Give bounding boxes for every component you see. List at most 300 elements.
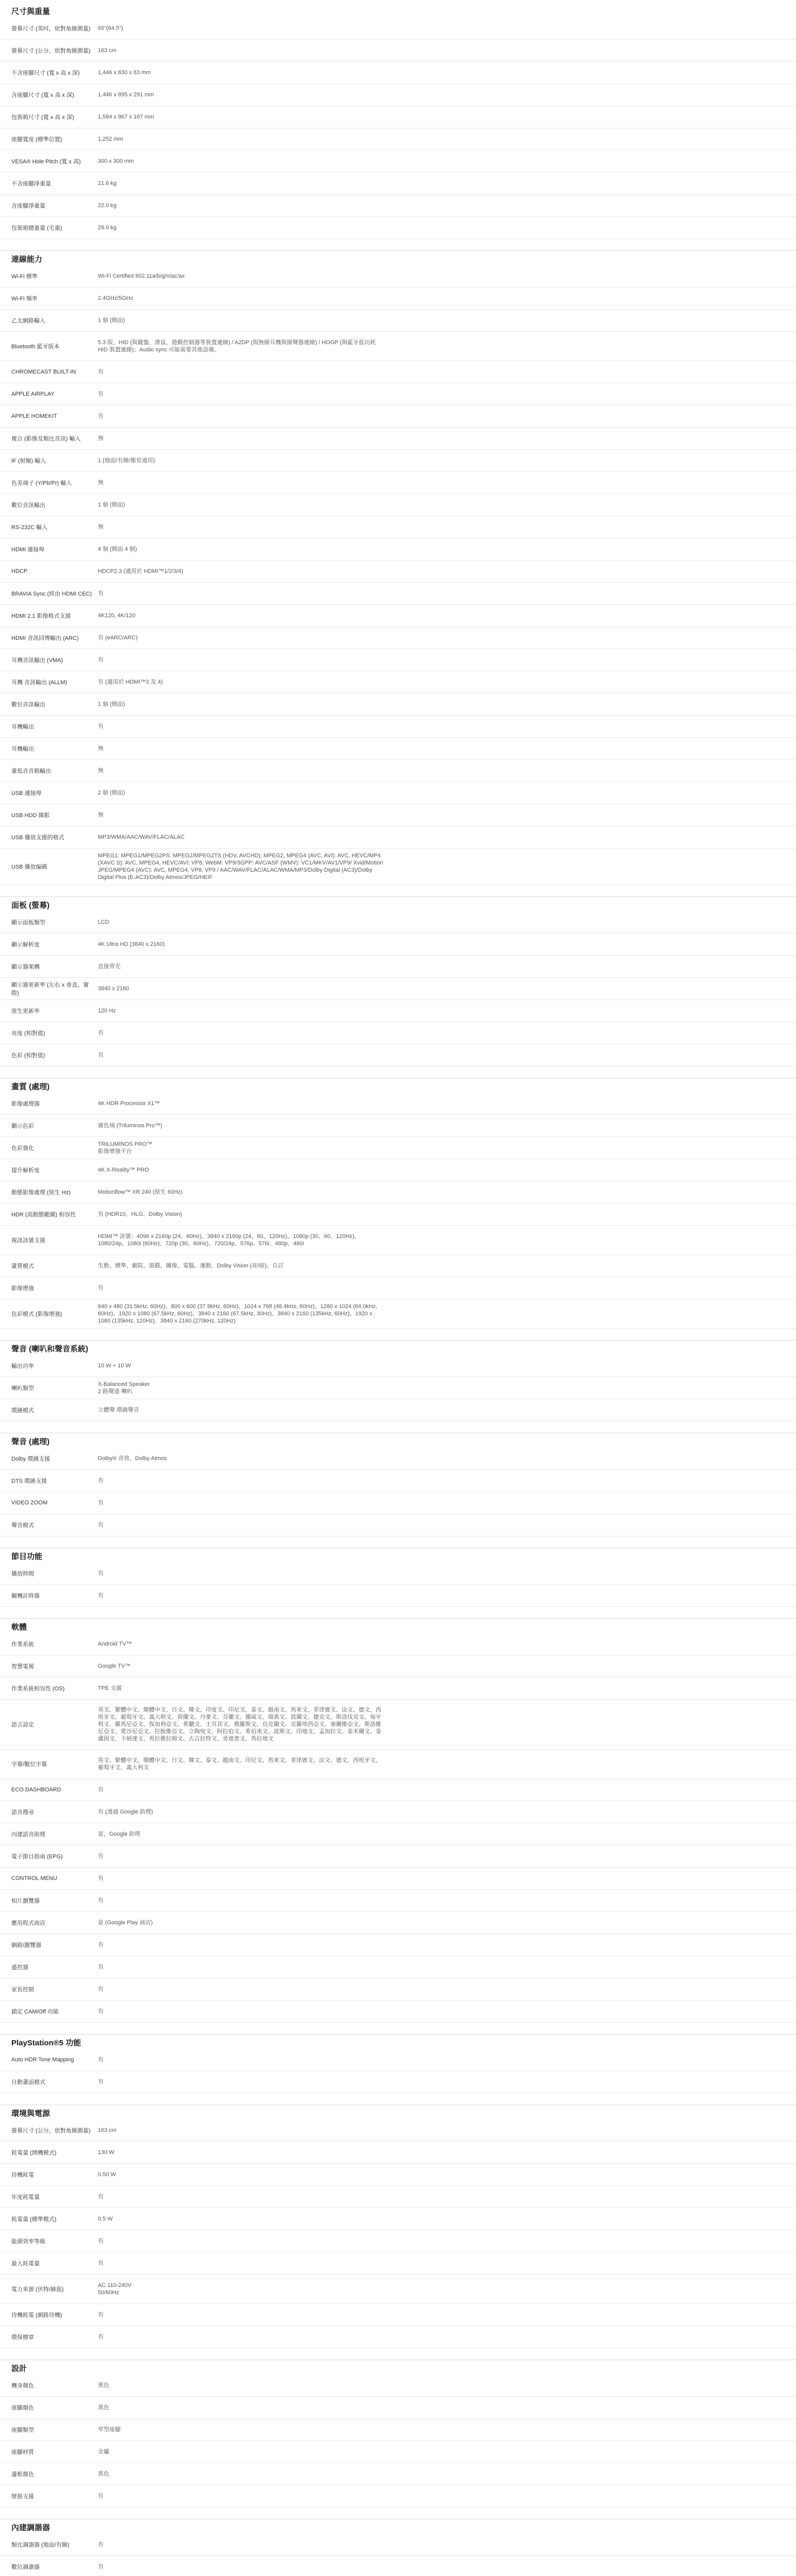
spec-label: USB HDD 錄影 (11, 812, 50, 819)
spec-row (0, 2230, 796, 2252)
spec-label: 字幕/數位字幕 (11, 1761, 47, 1768)
spec-row (0, 538, 796, 561)
spec-label: 輸出功率 (11, 1363, 34, 1369)
spec-label: 作業系統相容性 (OS) (11, 1686, 65, 1692)
spec-label: 螢幕尺寸 (公分，依對角線測量) (11, 48, 91, 54)
spec-value: 1 (地面/有線/衛星通用) (98, 457, 155, 464)
spec-label: 語言設定 (11, 1722, 34, 1728)
spec-value: 2.4GHz/5GHz (98, 295, 133, 301)
spec-row (0, 405, 796, 428)
section-title: 環境與電源 (0, 2105, 796, 2120)
spec-label: 座腳寬度 (標準位置) (11, 137, 62, 143)
spec-row (0, 2208, 796, 2230)
spec-value: 有 (98, 1522, 104, 1528)
spec-row (0, 978, 796, 1000)
spec-row (0, 1181, 796, 1204)
spec-label: HDCP (11, 568, 28, 574)
spec-row (0, 804, 796, 826)
spec-value: 無 (98, 480, 104, 486)
spec-label: 重低音音箱輸出 (11, 768, 51, 774)
spec-value: 黑色 (98, 2471, 109, 2477)
spec-value: 黑色 (98, 2382, 109, 2388)
spec-row (0, 760, 796, 782)
spec-section (0, 2105, 796, 2348)
spec-value: 有 (98, 391, 104, 397)
spec-value: LCD (98, 919, 110, 925)
spec-value: 有 (98, 2334, 104, 2340)
spec-label: 電子節目指南 (EPG) (11, 1854, 63, 1860)
spec-value: 有 (98, 1570, 104, 1577)
spec-value: 有 (98, 723, 104, 730)
spec-row (0, 1514, 796, 1536)
spec-value: 是，Google 助理 (98, 1831, 141, 1837)
spec-value: 130 W (98, 2149, 114, 2156)
spec-value: 有 (98, 1478, 104, 1484)
spec-label: 不含座腳淨重量 (11, 181, 51, 187)
spec-row (0, 2049, 796, 2071)
spec-value: 有 (透過 Google 助理) (98, 1809, 153, 1815)
spec-row (0, 40, 796, 62)
spec-section (0, 3, 796, 239)
spec-value: AC 110-240V 50/60Hz (98, 2282, 132, 2296)
spec-value: 有 (98, 2079, 104, 2085)
spec-value: 有 (98, 1030, 104, 1036)
spec-row (0, 1159, 796, 1181)
spec-section (0, 1433, 796, 1536)
spec-value: 22.0 kg (98, 202, 117, 209)
spec-row (0, 1448, 796, 1470)
spec-label: 耗電量 (標準模式) (11, 2216, 57, 2223)
spec-value: 有 (98, 369, 104, 375)
spec-value: 300 x 300 mm (98, 158, 134, 164)
spec-row (0, 2419, 796, 2441)
spec-label: 耗電量 (開機模式) (11, 2150, 57, 2156)
spec-row (0, 1093, 796, 1115)
section-title: 面板 (螢幕) (0, 896, 796, 911)
spec-label: 電力來源 (伏特/赫茲) (11, 2286, 64, 2293)
spec-value: 有 (98, 1853, 104, 1859)
spec-label: IF (射頻) 輸入 (11, 458, 46, 464)
spec-row (0, 1399, 796, 1421)
spec-value: 21.6 kg (98, 180, 117, 187)
spec-row (0, 671, 796, 693)
spec-row (0, 195, 796, 217)
spec-label: 作業系統 (11, 1641, 34, 1648)
spec-row (0, 1823, 796, 1845)
spec-row (0, 2485, 796, 2507)
spec-label: 含座腳淨重量 (11, 203, 45, 209)
spec-row (0, 1255, 796, 1277)
spec-row (0, 2071, 796, 2093)
section-title: 聲音 (喇叭和聲音系統) (0, 1340, 796, 1355)
spec-row (0, 1868, 796, 1890)
spec-row (0, 2001, 796, 2023)
spec-label: DTS 環繞支援 (11, 1478, 47, 1484)
spec-value: 1 個 (側面) (98, 701, 125, 707)
spec-row (0, 2375, 796, 2397)
spec-value: 直接背光 (98, 963, 121, 970)
spec-section (0, 2360, 796, 2507)
spec-label: 色彩 (相對值) (11, 1053, 45, 1059)
spec-label: APPLE AIRPLAY (11, 391, 55, 397)
spec-value: 有 (98, 657, 104, 663)
spec-value: 生動、標準、劇院、遊戲、圖像、電腦、運動、Dolby Vision (亮/暗)、自訂 (98, 1263, 284, 1269)
spec-value: 1,584 x 967 x 167 mm (98, 114, 154, 120)
spec-row (0, 1956, 796, 1978)
spec-label: HDMI 音訊回傳輸出 (ARC) (11, 635, 79, 641)
spec-label: 最大耗電量 (11, 2261, 40, 2267)
spec-row (0, 911, 796, 934)
spec-value: 640 x 480 (31.5kHz, 60Hz)、800 x 600 (37.9kHz, 60Hz)、1024 x 768 (48.4kHz, 60Hz)、1280 x 1024 (64.0kHz, 60Hz)、1920 x 1080 (67.5kHz, 60Hz)、3840 x 2160 (67.5kHz, 30Hz)、3840 x 2160 (135kHz, 60Hz)、1920 x 1080 (135kHz, 120Hz)、3840 x 2160 (270kHz, 120Hz) (98, 1303, 378, 1324)
spec-label: 畫質模式 (11, 1263, 34, 1269)
spec-label: 乙太網路輸入 (11, 318, 45, 324)
spec-row (0, 516, 796, 538)
spec-value: 有 (98, 1592, 104, 1599)
spec-row (0, 1492, 796, 1514)
spec-value: 有 (98, 2194, 104, 2200)
spec-label: 數位音訊輸出 (11, 502, 45, 509)
spec-row (0, 2556, 796, 2576)
spec-row (0, 1700, 796, 1750)
spec-label: CHROMECAST BUILT-IN (11, 369, 76, 375)
spec-label: 耳機輸出 (11, 746, 34, 752)
spec-value: 英文、繁體中文、簡體中文、日文、韓文、泰文、越南文、印尼文、馬來文、菲律賓文、法文、德文、西班牙文、葡萄牙文、義大利文 (98, 1757, 381, 1771)
spec-row (0, 1470, 796, 1492)
spec-label: 複合 (影像及類比音訊) 輸入 (11, 436, 81, 442)
spec-value: 1,446 x 830 x 63 mm (98, 70, 151, 76)
spec-label: 視訊訊號支援 (11, 1238, 45, 1244)
spec-label: 鎖定 CAM/Off 功能 (11, 2009, 59, 2015)
spec-row (0, 826, 796, 849)
spec-row (0, 128, 796, 150)
spec-label: Dolby 環繞支援 (11, 1456, 50, 1462)
spec-row (0, 561, 796, 583)
spec-value: 4 個 (側面 4 個) (98, 546, 137, 552)
spec-label: 色彩強化 (11, 1145, 34, 1151)
spec-label: Wi-Fi 標準 (11, 274, 38, 280)
spec-label: USB 播放支援的格式 (11, 835, 64, 841)
spec-section (0, 1078, 796, 1329)
spec-row (0, 1137, 796, 1159)
spec-row (0, 627, 796, 649)
spec-row (0, 84, 796, 106)
spec-label: 座腳顏色 (11, 2405, 34, 2411)
spec-row (0, 2326, 796, 2348)
section-title: PlayStation®5 功能 (0, 2034, 796, 2049)
spec-value: 4K HDR Processor X1™ (98, 1100, 160, 1107)
spec-label: APPLE HOMEKIT (11, 413, 57, 419)
spec-value: HDMI™ 訊號：4096 x 2160p (24、60Hz)、3840 x 2160p (24、60、120Hz)、1080p (30、60、120Hz)、1080/24p、1080i (60Hz)、720p (30、60Hz)、720/24p、576p、576i、480p、480i (98, 1233, 360, 1247)
spec-label: 聲音模式 (11, 1522, 34, 1529)
spec-row (0, 18, 796, 40)
spec-value: MPEG1: MPEG1/MPEG2PS: MPEG2/MPEG2TS (HDV, AVCHD): MPEG2, MPEG4 (AVC, AVI): AVC, HEVC/MP4 (XAVC S): AVC, MPEG4, HEVC/AVI: VP8, WebM: VP9/3GPP: AVC/ASF (WMV): VC1/MKV/AV1/VP9/ Xvid/Motion JPEG/MPEG4 (AVC): AVC, MPEG4, VP8, VP9 / AAC/WAV/FLAC/ALAC/WMA/MP3/Dolby Digital (AC3)/Dolby Digital Plus (E-AC3)/Dolby Atmos/JPEG/HEIF (98, 853, 383, 880)
spec-value: 無 (98, 524, 104, 530)
spec-row (0, 361, 796, 383)
spec-value: 有 (適用於 HDMI™3 及 4) (98, 679, 163, 685)
spec-row (0, 583, 796, 605)
spec-label: HDMI 2.1 影像格式支援 (11, 613, 71, 619)
spec-value: 有 (98, 2057, 104, 2063)
spec-label: 動態影像處理 (原生 Hz) (11, 1190, 71, 1196)
spec-row (0, 1355, 796, 1377)
spec-section (0, 2034, 796, 2093)
spec-value: 4K X-Reality™ PRO (98, 1167, 149, 1173)
spec-value: 0.50 W (98, 2172, 116, 2178)
spec-row (0, 2275, 796, 2304)
spec-value: 有 (98, 2260, 104, 2266)
spec-label: 語音搜尋 (11, 1809, 34, 1816)
spec-row (0, 693, 796, 716)
spec-value: Dolby® 音效、Dolby Atmos (98, 1455, 167, 1462)
spec-value: 有 (98, 2541, 104, 2548)
spec-row (0, 106, 796, 128)
spec-value: 1 個 (側面) (98, 317, 125, 324)
spec-row (0, 1934, 796, 1956)
spec-value: TRILUMINOS PRO™ 影像增強平台 (98, 1141, 153, 1155)
spec-value: 有 (98, 1942, 104, 1948)
spec-row (0, 2441, 796, 2463)
spec-label: 影像處理器 (11, 1101, 40, 1107)
spec-value: TPE 支援 (98, 1685, 122, 1691)
spec-label: Bluetooth 藍牙版本 (11, 344, 60, 350)
spec-row (0, 649, 796, 671)
spec-row (0, 1585, 796, 1607)
spec-value: 無 (98, 745, 104, 752)
spec-label: HDR (高動態範圍) 相容性 (11, 1212, 76, 1218)
spec-label: 耳機音訊輸出 (VMA) (11, 657, 63, 664)
spec-row (0, 1563, 796, 1585)
spec-row (0, 956, 796, 978)
spec-row (0, 2463, 796, 2485)
spec-row (0, 1000, 796, 1022)
spec-value: 廣色域 (Triluminos Pro™) (98, 1123, 162, 1129)
spec-label: 環繞模式 (11, 1408, 34, 1414)
spec-label: 顯示面板類型 (11, 920, 45, 926)
spec-label: 色差端子 (Y/Pb/Pr) 輸入 (11, 480, 72, 486)
spec-row (0, 1845, 796, 1868)
section-title: 尺寸與重量 (11, 7, 50, 16)
spec-row (0, 934, 796, 956)
spec-label: RS-232C 輸入 (11, 524, 48, 531)
spec-value: 有 (98, 2312, 104, 2318)
spec-value: 65"(64.5") (98, 25, 123, 31)
spec-row (0, 2142, 796, 2164)
spec-label: 應用程式商店 (11, 1920, 45, 1926)
spec-value: 4K Ultra HD (3840 x 2160) (98, 941, 165, 947)
spec-row (0, 450, 796, 472)
spec-row (0, 2252, 796, 2275)
spec-label: 年度耗電量 (11, 2194, 40, 2200)
spec-value: 4K120, 4K/120 (98, 613, 136, 619)
spec-row (0, 494, 796, 516)
spec-row (0, 849, 796, 885)
spec-label: CONTROL MENU (11, 1875, 57, 1882)
spec-row (0, 1912, 796, 1934)
spec-row (0, 265, 796, 287)
spec-label: USB 連接埠 (11, 790, 42, 796)
spec-section (0, 896, 796, 1066)
spec-label: 播放時間 (11, 1571, 34, 1577)
spec-row (0, 1633, 796, 1655)
spec-label: 內建語音助理 (11, 1832, 45, 1838)
spec-value: 是 (Google Play 商店) (98, 1920, 153, 1926)
spec-row (0, 173, 796, 195)
spec-row (0, 150, 796, 173)
spec-value: 2 個 (側面) (98, 790, 125, 796)
spec-value: 有 (98, 1875, 104, 1882)
spec-label: 家長控制 (11, 1987, 34, 1993)
spec-row (0, 472, 796, 494)
spec-label: 顯示解析度 (11, 942, 40, 948)
spec-value: 窄型座腳 (98, 2427, 121, 2433)
spec-value: 有 (98, 1986, 104, 1992)
spec-row (0, 1115, 796, 1137)
spec-label: 喇叭類型 (11, 1385, 34, 1392)
spec-row (0, 1655, 796, 1677)
spec-label: HDMI 連接埠 (11, 547, 45, 553)
spec-value: 有 (98, 1964, 104, 1970)
spec-value: 120 Hz (98, 1008, 116, 1014)
spec-label: 網路/瀏覽器 (11, 1942, 42, 1948)
spec-row (0, 2304, 796, 2326)
spec-value: 10 W + 10 W (98, 1363, 131, 1369)
spec-value: 有 (98, 2564, 104, 2570)
section-title: 內建調諧器 (0, 2519, 796, 2534)
spec-value: 1,446 x 895 x 291 mm (98, 92, 154, 98)
spec-label: VIDEO ZOOM (11, 1500, 48, 1506)
spec-value: 有 (98, 1052, 104, 1058)
spec-label: 亮度 (相對值) (11, 1030, 45, 1037)
spec-row (0, 287, 796, 310)
spec-row (0, 332, 796, 361)
spec-label: 螢幕尺寸 (英吋，依對角線測量) (11, 26, 91, 32)
spec-value: 無 (98, 768, 104, 774)
spec-value: 黑色 (98, 2404, 109, 2411)
spec-value: 有 (98, 1787, 104, 1793)
spec-label: 顯示器更新率 (左右 x 垂直，實際) (11, 982, 89, 996)
spec-value: 無 (98, 435, 104, 442)
spec-value: 有 (98, 1500, 104, 1506)
spec-label: 色彩模式 (影像增強) (11, 1311, 62, 1317)
spec-row (0, 1677, 796, 1700)
spec-section (0, 2519, 796, 2576)
spec-row (0, 2534, 796, 2556)
spec-label: 影像增強 (11, 1285, 34, 1292)
spec-label: 顯示器架構 (11, 964, 40, 970)
spec-label: 遙控器 (11, 1964, 28, 1971)
spec-label: 座腳類型 (11, 2427, 34, 2433)
spec-label: USB 播放編碼 (11, 864, 47, 870)
spec-value: Google TV™ (98, 1663, 131, 1669)
spec-section (0, 1618, 796, 2023)
spec-label: 機身顏色 (11, 2383, 34, 2389)
spec-value: MP3/WMA/AAC/WAV/FLAC/ALAC (98, 834, 185, 840)
spec-label: Wi-Fi 頻率 (11, 296, 38, 302)
spec-label: 自動畫面模式 (11, 2079, 45, 2086)
spec-value: Wi-Fi Certified 802.11a/b/g/n/ac/ax (98, 273, 185, 279)
spec-row (0, 2186, 796, 2208)
spec-row (0, 1044, 796, 1066)
section-title: 節目功能 (0, 1548, 796, 1563)
spec-label: 包裝箱尺寸 (寬 x 高 x 深) (11, 114, 74, 121)
spec-value: 163 cm (98, 2127, 117, 2133)
spec-value: 1 個 (側面) (98, 502, 125, 508)
spec-value: 0.5 W (98, 2216, 113, 2222)
spec-value: 英文、繁體中文、簡體中文、日文、韓文、印度文、印尼文、泰文、越南文、馬來文、菲律賓文、法文、德文、西班牙文、葡萄牙文、義大利文、荷蘭文、丹麥文、芬蘭文、挪威文、瑞典文、波蘭文、捷克文、斯洛伐克文、匈牙利文、羅馬尼亞文、保加利亞文、希臘文、土耳其文、俄羅斯文、烏克蘭文、克羅埃西亞文、塞爾維亞文、斯洛維尼亞文、愛沙尼亞文、拉脫維亞文、立陶宛文、阿拉伯文、希伯來文、波斯文、印地文、孟加拉文、泰米爾文、泰盧固文、卡納達文、馬拉雅拉姆文、古吉拉特文、旁遮普文、馬拉地文 (98, 1707, 381, 1742)
spec-row (0, 1277, 796, 1299)
spec-value: 無 (98, 812, 104, 818)
spec-value: 有 (98, 1285, 104, 1291)
spec-value: 163 cm (98, 47, 117, 54)
spec-value: 有 (eARC/ARC) (98, 635, 138, 641)
spec-row (0, 1377, 796, 1399)
spec-row (0, 383, 796, 405)
spec-label: 原生更新率 (11, 1008, 40, 1014)
spec-value: 29.0 kg (98, 225, 117, 231)
section-title: 畫質 (處理) (0, 1078, 796, 1093)
spec-row (0, 1226, 796, 1255)
spec-row (0, 716, 796, 738)
spec-value: Motionflow™ XR 240 (原生 60Hz) (98, 1189, 183, 1195)
spec-value: 有 (98, 1897, 104, 1904)
spec-label: 耳機輸出 (11, 724, 34, 730)
spec-label: 顯示色彩 (11, 1123, 34, 1129)
spec-row (0, 310, 796, 332)
spec-value: 有 (98, 590, 104, 597)
spec-row (0, 782, 796, 804)
spec-value: Android TV™ (98, 1641, 132, 1647)
section-title: 連線能力 (0, 250, 796, 265)
spec-row (0, 1299, 796, 1329)
spec-row (0, 2120, 796, 2142)
spec-row (0, 2164, 796, 2186)
spec-label: ECO DASHBOARD (11, 1787, 61, 1793)
spec-value: 有 (98, 2238, 104, 2244)
spec-value: 金屬 (98, 2449, 109, 2455)
spec-label: VESA® Hole Pitch (寬 x 高) (11, 159, 81, 165)
spec-label: 耳機 音訊輸出 (ALLM) (11, 680, 67, 686)
spec-label: 待機耗電 (網路待機) (11, 2312, 62, 2318)
spec-label: 含座腳尺寸 (寬 x 高 x 深) (11, 92, 74, 98)
spec-label: 待機耗電 (11, 2172, 34, 2178)
spec-value: 立體聲 環繞聲音 (98, 1407, 140, 1413)
spec-label: 邊框顏色 (11, 2471, 34, 2478)
spec-label: BRAVIA Sync (經由 HDMI CEC) (11, 591, 92, 597)
spec-label: 關機計時器 (11, 1593, 40, 1599)
spec-row (0, 738, 796, 760)
spec-value: 3840 x 2160 (98, 986, 129, 992)
spec-label: 能源效率等級 (11, 2239, 45, 2245)
spec-label: 包裝箱總重量 (毛重) (11, 225, 62, 231)
section-title: 軟體 (0, 1618, 796, 1633)
spec-label: Auto HDR Tone Mapping (11, 2057, 74, 2063)
spec-value: 1,252 mm (98, 136, 123, 142)
spec-value: 有 (98, 2008, 104, 2014)
spec-section (0, 250, 796, 885)
spec-row (0, 1022, 796, 1044)
spec-label: 數位音訊輸出 (11, 702, 45, 708)
spec-row (0, 2397, 796, 2419)
spec-value: 有 (98, 2493, 104, 2499)
spec-value: 有 (98, 413, 104, 419)
spec-row (0, 1978, 796, 2001)
section-title: 聲音 (處理) (0, 1433, 796, 1448)
spec-row (0, 605, 796, 627)
spec-label: 類比調諧器 (地面/有線) (11, 2542, 70, 2548)
spec-value: X-Balanced Speaker 2 路聲道 喇叭 (98, 1381, 150, 1395)
spec-row (0, 217, 796, 239)
spec-section (0, 1340, 796, 1421)
